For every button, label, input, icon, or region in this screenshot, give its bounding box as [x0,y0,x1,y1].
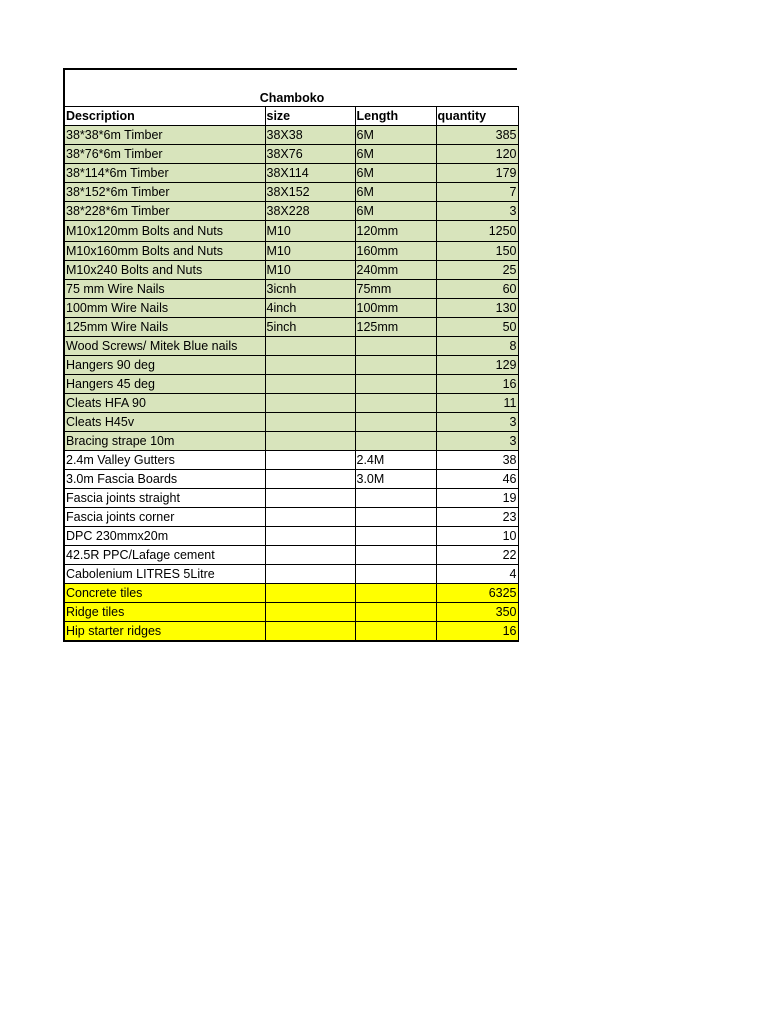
cell-size[interactable] [265,584,355,603]
cell-size[interactable]: 38X114 [265,164,355,183]
cell-quantity[interactable]: 16 [436,375,518,394]
cell-description[interactable]: Wood Screws/ Mitek Blue nails [64,337,265,356]
cell-size[interactable]: 38X38 [265,126,355,145]
cell-size[interactable] [265,394,355,413]
cell-description[interactable]: Bracing strape 10m [64,432,265,451]
cell-quantity[interactable]: 19 [436,489,518,508]
cell-quantity[interactable]: 179 [436,164,518,183]
cell-quantity[interactable]: 1250 [436,221,518,242]
sheet-title: Chamboko [259,91,325,105]
header-quantity[interactable]: quantity [436,107,518,126]
cell-size[interactable] [265,546,355,565]
table-row [64,261,518,280]
cell-quantity[interactable]: 6325 [436,584,518,603]
cell-quantity[interactable]: 385 [436,126,518,145]
cell-size[interactable] [265,527,355,546]
table-row [64,470,518,489]
cell-description[interactable]: 3.0m Fascia Boards [64,470,265,489]
cell-length[interactable]: 6M [355,183,436,202]
cell-size[interactable]: 38X152 [265,183,355,202]
table-row [64,318,518,337]
header-length[interactable]: Length [355,107,436,126]
cell-description[interactable]: Fascia joints straight [64,489,265,508]
cell-quantity[interactable]: 8 [436,337,518,356]
table-row [64,394,518,413]
cell-length[interactable]: 2.4M [355,451,436,470]
cell-description[interactable]: 42.5R PPC/Lafage cement [64,546,265,565]
spreadsheet [63,68,517,642]
cell-size[interactable] [265,565,355,584]
cell-length[interactable] [355,489,436,508]
cell-quantity[interactable]: 4 [436,565,518,584]
cell-quantity[interactable]: 23 [436,508,518,527]
cell-length[interactable]: 100mm [355,299,436,318]
table-row [64,546,518,565]
cell-size[interactable]: 3icnh [265,280,355,299]
cell-size[interactable] [265,413,355,432]
cell-description[interactable]: Hangers 45 deg [64,375,265,394]
header-description[interactable]: Description [64,107,265,126]
table-row [64,413,518,432]
cell-quantity[interactable]: 129 [436,356,518,375]
cell-length[interactable]: 75mm [355,280,436,299]
table-row [64,202,518,221]
cell-description[interactable]: 75 mm Wire Nails [64,280,265,299]
cell-quantity[interactable]: 350 [436,603,518,622]
cell-description[interactable]: 38*38*6m Timber [64,126,265,145]
cell-description[interactable]: Concrete tiles [64,584,265,603]
table-row [64,164,518,183]
table-row [64,183,518,202]
cell-size[interactable]: M10 [265,261,355,280]
cell-size[interactable]: 4inch [265,299,355,318]
cell-size[interactable]: 38X228 [265,202,355,221]
table-row [64,603,518,622]
cell-description[interactable]: 100mm Wire Nails [64,299,265,318]
table-row [64,508,518,527]
cell-description[interactable]: M10x160mm Bolts and Nuts [64,242,265,261]
cell-length[interactable] [355,622,436,642]
cell-description[interactable]: Fascia joints corner [64,508,265,527]
cell-size[interactable] [265,489,355,508]
cell-length[interactable]: 6M [355,164,436,183]
cell-size[interactable] [265,622,355,642]
cell-length[interactable] [355,394,436,413]
cell-size[interactable] [265,356,355,375]
cell-length[interactable] [355,565,436,584]
cell-description[interactable]: M10x120mm Bolts and Nuts [64,221,265,242]
cell-description[interactable]: 38*228*6m Timber [64,202,265,221]
cell-quantity[interactable]: 38 [436,451,518,470]
cell-size[interactable]: M10 [265,221,355,242]
cell-length[interactable]: 125mm [355,318,436,337]
cell-size[interactable] [265,451,355,470]
cell-length[interactable]: 240mm [355,261,436,280]
table-row [64,622,518,642]
cell-length[interactable] [355,603,436,622]
table-row [64,280,518,299]
cell-quantity[interactable]: 150 [436,242,518,261]
cell-description[interactable]: 38*114*6m Timber [64,164,265,183]
cell-length[interactable] [355,413,436,432]
cell-size[interactable]: M10 [265,242,355,261]
cell-description[interactable]: Hangers 90 deg [64,356,265,375]
cell-size[interactable]: 5inch [265,318,355,337]
cell-description[interactable]: Hip starter ridges [64,622,265,642]
cell-description[interactable]: DPC 230mmx20m [64,527,265,546]
cell-quantity[interactable]: 10 [436,527,518,546]
cell-length[interactable]: 3.0M [355,470,436,489]
table-row [64,451,518,470]
cell-size[interactable]: 38X76 [265,145,355,164]
materials-table [63,106,519,642]
cell-length[interactable] [355,527,436,546]
cell-size[interactable] [265,337,355,356]
cell-length[interactable]: 160mm [355,242,436,261]
cell-description[interactable]: Cleats HFA 90 [64,394,265,413]
cell-length[interactable]: 6M [355,126,436,145]
cell-description[interactable]: 38*152*6m Timber [64,183,265,202]
cell-length[interactable] [355,508,436,527]
cell-quantity[interactable]: 25 [436,261,518,280]
cell-quantity[interactable]: 3 [436,202,518,221]
cell-size[interactable] [265,432,355,451]
cell-size[interactable] [265,470,355,489]
table-row [64,126,518,145]
table-row [64,375,518,394]
header-row [64,107,518,126]
cell-length[interactable] [355,546,436,565]
header-size[interactable]: size [265,107,355,126]
cell-description[interactable]: 125mm Wire Nails [64,318,265,337]
cell-length[interactable] [355,584,436,603]
cell-quantity[interactable]: 60 [436,280,518,299]
cell-quantity[interactable]: 50 [436,318,518,337]
table-row [64,432,518,451]
table-row [64,356,518,375]
cell-length[interactable]: 6M [355,145,436,164]
table-row [64,221,518,242]
table-body [64,126,518,642]
cell-quantity[interactable]: 11 [436,394,518,413]
cell-quantity[interactable]: 16 [436,622,518,642]
table-row [64,299,518,318]
cell-quantity[interactable]: 3 [436,413,518,432]
table-row [64,145,518,164]
cell-size[interactable] [265,375,355,394]
table-row [64,565,518,584]
cell-quantity[interactable]: 120 [436,145,518,164]
table-row [64,337,518,356]
cell-description[interactable]: 2.4m Valley Gutters [64,451,265,470]
table-row [64,242,518,261]
cell-length[interactable] [355,337,436,356]
cell-length[interactable]: 120mm [355,221,436,242]
cell-quantity[interactable]: 22 [436,546,518,565]
table-row [64,584,518,603]
cell-length[interactable]: 6M [355,202,436,221]
cell-quantity[interactable]: 3 [436,432,518,451]
cell-length[interactable] [355,356,436,375]
cell-size[interactable] [265,603,355,622]
cell-length[interactable] [355,432,436,451]
cell-quantity[interactable]: 130 [436,299,518,318]
table-row [64,489,518,508]
cell-description[interactable]: Cleats H45v [64,413,265,432]
cell-description[interactable]: Cabolenium LITRES 5Litre [64,565,265,584]
cell-description[interactable]: M10x240 Bolts and Nuts [64,261,265,280]
title-row [63,68,517,106]
cell-description[interactable]: 38*76*6m Timber [64,145,265,164]
cell-description[interactable]: Ridge tiles [64,603,265,622]
cell-quantity[interactable]: 7 [436,183,518,202]
cell-size[interactable] [265,508,355,527]
table-row [64,527,518,546]
cell-quantity[interactable]: 46 [436,470,518,489]
cell-length[interactable] [355,375,436,394]
